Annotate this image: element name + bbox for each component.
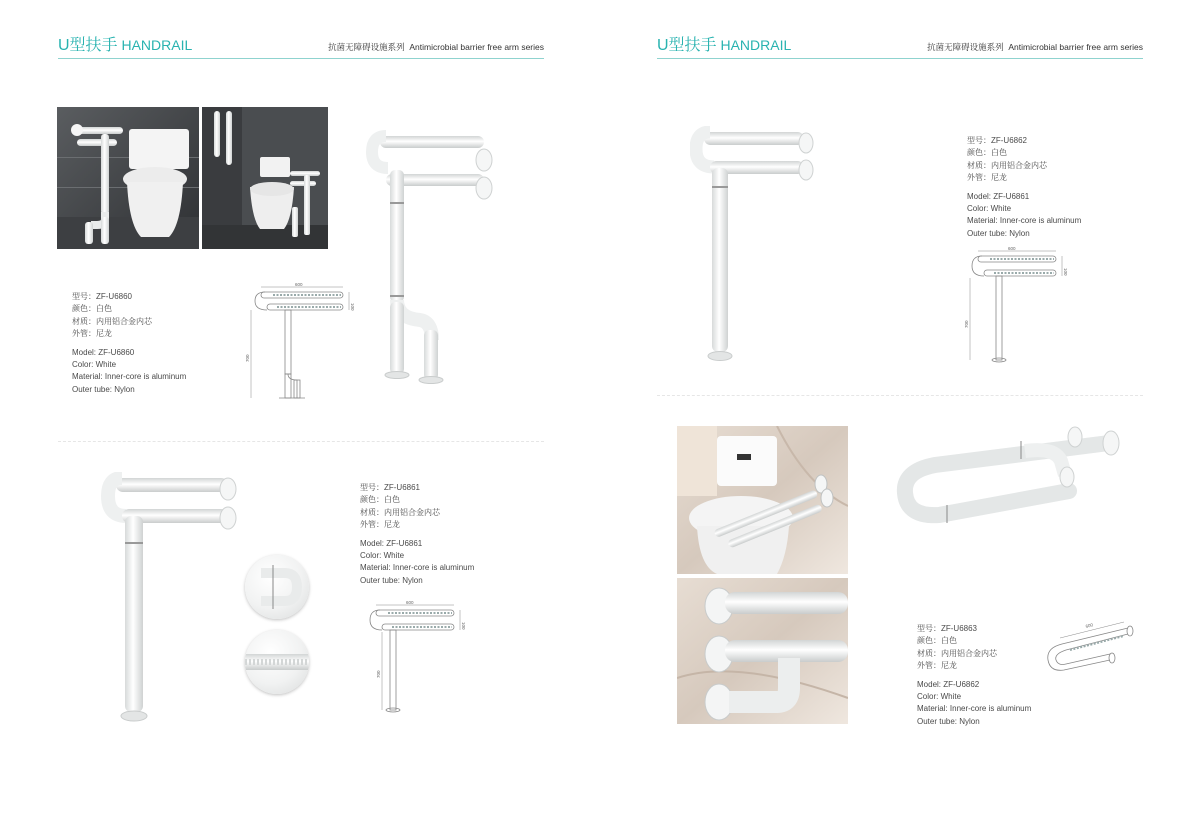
model-cn: 型号：ZF-U6861 [360,483,421,492]
handrail-product-image-u6862 [690,126,820,366]
page-header [657,36,1143,59]
model-en: Model: ZF-U6860 [72,347,135,357]
color-cn: 颜色：白色 [72,304,112,314]
bathroom-photo-3 [677,426,848,574]
tube-cn: 外管：尼龙 [360,520,400,530]
color-cn: 颜色：白色 [967,148,1007,158]
dim-gap-label: 100 [1063,268,1068,276]
detail-circle-texture [245,630,309,694]
product-specs-u6863 [917,623,1031,728]
color-en: Color: White [967,204,1012,214]
handrail-product-image-u6861 [100,472,240,727]
right-page [600,0,1200,814]
page-title: U型扶手 HANDRAIL [58,37,193,54]
model-cn: 型号：ZF-U6860 [72,292,133,301]
section-divider [58,441,544,442]
model-en: Model: ZF-U6861 [967,191,1030,201]
dim-length-label: 600 [1085,622,1094,629]
dimension-drawing-u6862 [962,244,1074,368]
color-cn: 颜色：白色 [360,495,400,505]
color-en: Color: White [917,692,962,702]
page-header [58,36,544,59]
tube-cn: 外管：尼龙 [72,329,112,339]
dim-gap-label: 100 [350,303,355,311]
dim-height-label: 700 [964,320,969,328]
material-cn: 材质：内用铝合金内芯 [917,648,997,658]
dim-length-label: 600 [1008,246,1016,251]
series-title: 抗菌无障碍设施系列 Antimicrobial barrier free arm series [328,42,544,52]
material-en: Material: Inner-core is aluminum [72,372,187,382]
tube-en: Outer tube: Nylon [967,228,1030,238]
product-specs-u6862 [967,135,1081,240]
tube-cn: 外管：尼龙 [917,661,957,671]
dimension-drawing-u6861 [360,598,470,718]
model-cn: 型号：ZF-U6863 [917,624,978,633]
dim-gap-label: 100 [461,622,466,630]
model-en: Model: ZF-U6861 [360,538,423,548]
tube-en: Outer tube: Nylon [360,575,423,585]
color-cn: 颜色：白色 [917,636,957,646]
detail-circle-bend [245,555,309,619]
product-specs-u6860 [72,291,186,396]
model-en: Model: ZF-U6862 [917,679,980,689]
dim-length-label: 600 [295,282,303,287]
material-cn: 材质：内用铝合金内芯 [72,316,152,326]
dim-height-label: 700 [245,354,250,362]
material-en: Material: Inner-core is aluminum [917,704,1032,714]
product-specs-u6861 [360,482,474,587]
color-en: Color: White [360,551,405,561]
tube-en: Outer tube: Nylon [72,384,135,394]
material-cn: 材质：内用铝合金内芯 [360,507,440,517]
handrail-product-image-u6860 [360,130,500,390]
dimension-drawing-u6863 [1040,618,1140,686]
bathroom-photo-1 [57,107,199,249]
bathroom-photo-2 [202,107,328,249]
material-cn: 材质：内用铝合金内芯 [967,160,1047,170]
material-en: Material: Inner-core is aluminum [360,563,475,573]
tube-cn: 外管：尼龙 [967,173,1007,183]
bathroom-photo-4 [677,578,848,724]
model-cn: 型号：ZF-U6862 [967,136,1028,145]
page-title: U型扶手 HANDRAIL [657,37,792,54]
handrail-product-image-u6863 [895,425,1125,525]
dimension-drawing-u6860 [245,280,360,405]
material-en: Material: Inner-core is aluminum [967,216,1082,226]
dim-height-label: 700 [376,670,381,678]
tube-en: Outer tube: Nylon [917,716,980,726]
series-title: 抗菌无障碍设施系列 Antimicrobial barrier free arm series [927,42,1143,52]
dim-length-label: 600 [406,600,414,605]
section-divider [657,395,1143,396]
color-en: Color: White [72,360,117,370]
